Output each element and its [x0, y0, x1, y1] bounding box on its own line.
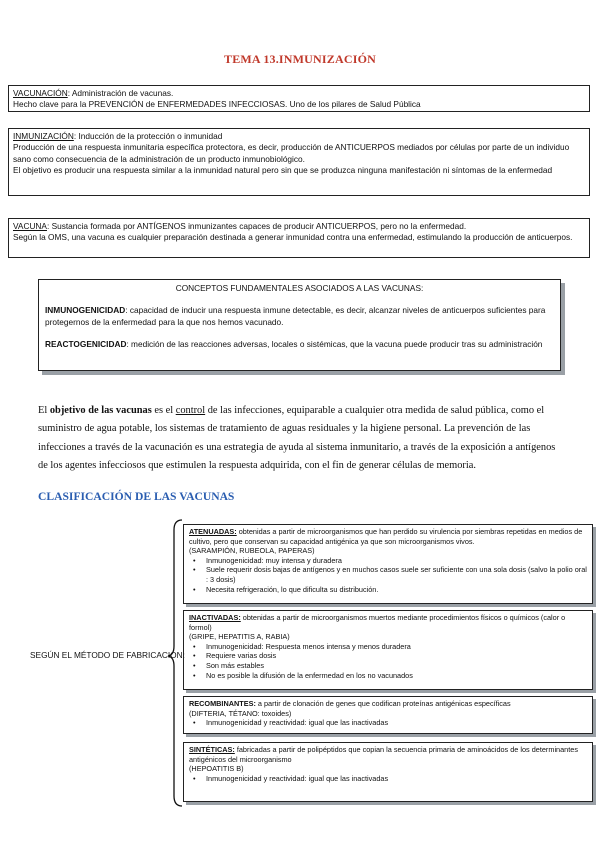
inmunogenicidad-text: : capacidad de inducir una respuesta inmune detectable, es decir, alcanzar niveles de anticuerpos suficientes para protegernos de la enfermedad para la que nos hemos vacunado. — [45, 305, 546, 327]
recombinantes-examples: (DIFTERIA, TÉTANO: toxoides) — [189, 708, 292, 718]
curly-brace-icon — [166, 518, 184, 808]
atenuadas-text: obtenidas a partir de microorganismos que han perdido su virulencia por siembras repetidas en medios de cultivo, pero que conservan su capacidad antigénica ya que son microorganismos vivos. — [189, 527, 583, 546]
clasificacion-heading: CLASIFICACIÓN DE LAS VACUNAS — [38, 490, 235, 503]
inmunizacion-definition-box — [8, 128, 590, 196]
inactivadas-examples: (GRIPE, HEPATITIS A, RABIA) — [189, 632, 290, 642]
recombinantes-bullet-list — [189, 718, 587, 728]
page-title: TEMA 13.INMUNIZACIÓN — [223, 52, 376, 66]
list-item: • Requiere varias dosis — [206, 651, 587, 661]
atenuadas-bullet-list — [189, 556, 587, 594]
inactivadas-text: obtenidas a partir de microorganismos muertos mediante procedimientos físicos o químicos (calor o formol) — [189, 613, 566, 632]
list-item: • No es posible la difusión de la enfermedad en los no vacunados — [206, 671, 587, 681]
inmunogenicidad-definition — [45, 305, 554, 328]
sinteticas-definition — [189, 745, 587, 764]
vacuna-line-1 — [13, 221, 585, 232]
inmunizacion-line-1 — [13, 131, 585, 142]
reactogenicidad-text: : medición de las reacciones adversas, locales o sistémicas, que la vacuna puede producir tras su administración — [126, 339, 543, 350]
vacunacion-definition: : Administración de vacunas. — [67, 88, 174, 98]
atenuadas-term: ATENUADAS: — [189, 527, 237, 536]
atenuadas-box — [183, 524, 593, 604]
recombinantes-text: a partir de clonación de genes que codifican proteínas antigénicas específicas — [255, 699, 511, 708]
vacunacion-term: VACUNACIÓN — [13, 88, 68, 98]
atenuadas-definition — [189, 527, 587, 546]
inmunizacion-term: INMUNIZACIÓN — [13, 131, 74, 141]
list-item: • Necesita refrigeración, lo que dificulta su distribución. — [206, 585, 587, 595]
objetivo-part-1: El — [38, 405, 50, 416]
objetivo-part-2: es el — [151, 405, 176, 416]
clasificacion-criterion-label: SEGÚN EL MÉTODO DE FABRICACIÓN: — [30, 650, 185, 660]
sinteticas-term: SINTÉTICAS: — [189, 745, 235, 754]
list-item: • Inmunogenicidad: Respuesta menos intensa y menos duradera — [206, 642, 587, 652]
inmunizacion-line-2: Producción de una respuesta inmunitaria específica protectora, es decir, producción de ANTICUERPOS mediados por células por parte de un individuo sano como consecuencia de la administración de un producto inmunobiológico. — [13, 142, 570, 164]
sinteticas-examples: (HEPOATITIS B) — [189, 764, 244, 774]
conceptos-fundamentales-box — [38, 279, 561, 371]
inmunizacion-line-3: El objetivo es producir una respuesta similar a la inmunidad natural pero sin que se produzca ninguna manifestación ni síntomas de la enfermedad — [13, 165, 553, 176]
objetivo-bold: objetivo de las vacunas — [49, 405, 152, 416]
list-item: • Inmunogenicidad y reactividad: igual que las inactivadas — [206, 718, 587, 728]
inmunizacion-definition: : Inducción de la protección o inmunidad — [73, 131, 223, 141]
inmunogenicidad-term: INMUNOGENICIDAD — [45, 305, 126, 316]
vacuna-term: VACUNA — [13, 221, 47, 231]
objetivo-underlined: control — [175, 405, 206, 416]
recombinantes-definition — [189, 699, 587, 709]
inactivadas-bullet-list — [189, 642, 587, 680]
list-item: • Suele requerir dosis bajas de antígenos y en muchos casos suele ser suficiente con una sola dosis (salvo la polio oral : 3 dosis) — [206, 565, 587, 584]
inactivadas-box — [183, 610, 593, 690]
recombinantes-box — [183, 696, 593, 734]
recombinantes-term: RECOMBINANTES: — [189, 699, 256, 708]
atenuadas-examples: (SARAMPIÓN, RUBEOLA, PAPERAS) — [189, 546, 315, 556]
vacunacion-line-2: Hecho clave para la PREVENCIÓN de ENFERMEDADES INFECCIOSAS. Uno de los pilares de Salud Pública — [13, 99, 421, 110]
list-item: • Son más estables — [206, 661, 587, 671]
vacunacion-definition-box — [8, 85, 590, 112]
vacuna-line-2: Según la OMS, una vacuna es cualquier preparación destinada a generar inmunidad contra una enfermedad, estimulando la producción de anticuerpos. — [13, 232, 573, 243]
vacunacion-line-1 — [13, 88, 585, 99]
list-item: • Inmunogenicidad y reactividad: igual que las inactivadas — [206, 774, 587, 784]
reactogenicidad-definition — [45, 339, 554, 350]
conceptos-heading: CONCEPTOS FUNDAMENTALES ASOCIADOS A LAS VACUNAS: — [175, 283, 424, 293]
sinteticas-text: fabricadas a partir de polipéptidos que copian la secuencia primaria de aminoácidos de los determinantes antigénicos del microorganismo — [189, 745, 578, 764]
objetivo-part-3: de las infecciones, equiparable a cualquier otra medida de salud pública, como el suministro de agua potable, los sistemas de tratamiento de aguas residuales y la higiene personal. La prevención de las infecciones a través de la vacunación es una estrategia de ayuda al sistema inmunitario, a través de la exposición a antígenos de los agentes infecciosos que estimulen la respuesta adquirida, con el fin de generar células de memoria. — [38, 405, 556, 472]
sinteticas-box — [183, 742, 593, 802]
sinteticas-bullet-list — [189, 774, 587, 784]
list-item: • Inmunogenicidad: muy intensa y duradera — [206, 556, 587, 566]
inactivadas-definition — [189, 613, 587, 632]
vacuna-definition: : Sustancia formada por ANTÍGENOS inmunizantes capaces de producir ANTICUERPOS, pero no la enfermedad. — [46, 221, 467, 231]
inactivadas-term: INACTIVADAS: — [189, 613, 241, 622]
objetivo-paragraph — [38, 402, 562, 476]
reactogenicidad-term: REACTOGENICIDAD — [45, 339, 127, 350]
vacuna-definition-box — [8, 218, 590, 258]
